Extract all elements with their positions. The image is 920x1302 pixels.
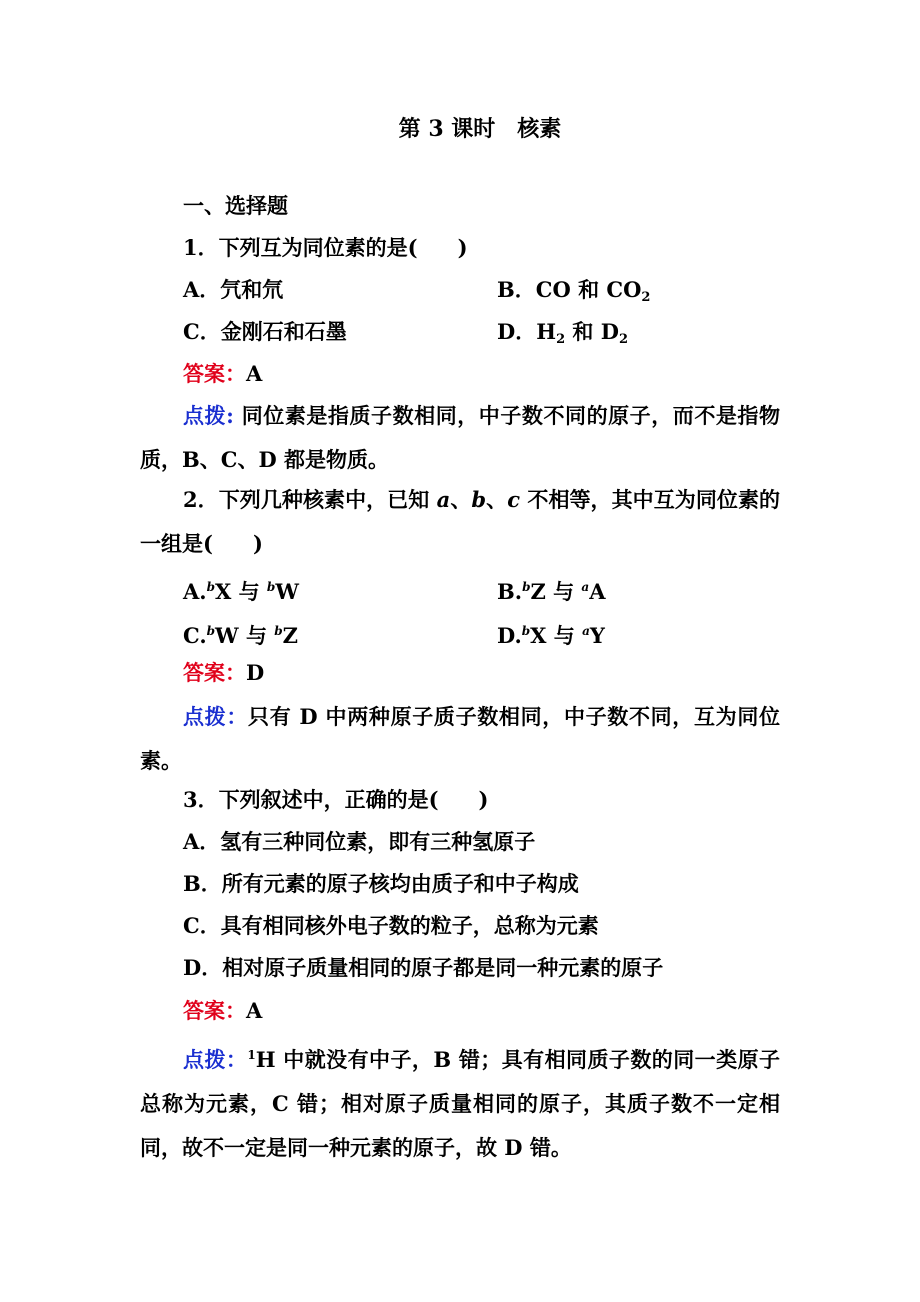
q2-option-d: D.$^b$X 与 $^a$Y bbox=[497, 623, 605, 648]
q1-hint: 点拨: 同位素是指质子数相同，中子数不同的原子，而不是指物质，B、C、D 都是物质。 bbox=[140, 403, 780, 472]
q2-option-a: A.$^b$X 与 $^b$W bbox=[183, 579, 299, 604]
q2-option-b: B.$^b$Z 与 $^a$A bbox=[497, 579, 606, 604]
q1-stem: 1．下列互为同位素的是( ) bbox=[183, 235, 468, 260]
q1-option-c: C．金刚石和石墨 bbox=[183, 319, 347, 344]
q2-option-c: C.$^b$W 与 $^b$Z bbox=[183, 623, 298, 648]
q1-option-a: A．氕和氘 bbox=[183, 277, 284, 302]
q3-option-c: C．具有相同核外电子数的粒子，总称为元素 bbox=[183, 913, 599, 938]
q3-option-a: A．氢有三种同位素，即有三种氢原子 bbox=[183, 829, 536, 854]
page-title: 第 3 课时 核素 bbox=[398, 116, 562, 142]
q1-answer: 答案：A bbox=[183, 361, 263, 386]
q1-option-d: D．$H_2$ 和 $D_2$ bbox=[497, 319, 628, 347]
q1-option-b: B．CO 和 $CO_2$ bbox=[497, 277, 651, 305]
q3-option-d: D．相对原子质量相同的原子都是同一种元素的原子 bbox=[183, 955, 664, 980]
section-heading: 一、选择题 bbox=[183, 193, 288, 218]
q2-stem: 2．下列几种核素中，已知 a、b、c 不相等，其中互为同位素的一组是( ) bbox=[140, 487, 781, 556]
q3-option-b: B．所有元素的原子核均由质子和中子构成 bbox=[183, 871, 579, 896]
q3-hint: 点拨：$^1$H 中就没有中子，B 错；具有相同质子数的同一类原子总称为元素，C 错；相对原子质量相同的原子，其质子数不一定相同，故不一定是同一种元素的原子，故 D 错。 bbox=[140, 1047, 781, 1160]
q3-stem: 3．下列叙述中，正确的是( ) bbox=[183, 787, 489, 812]
q3-answer: 答案：A bbox=[183, 998, 263, 1023]
q2-hint: 点拨：只有 D 中两种原子质子数相同，中子数不同，互为同位素。 bbox=[140, 704, 781, 773]
q2-answer: 答案：D bbox=[183, 660, 265, 685]
